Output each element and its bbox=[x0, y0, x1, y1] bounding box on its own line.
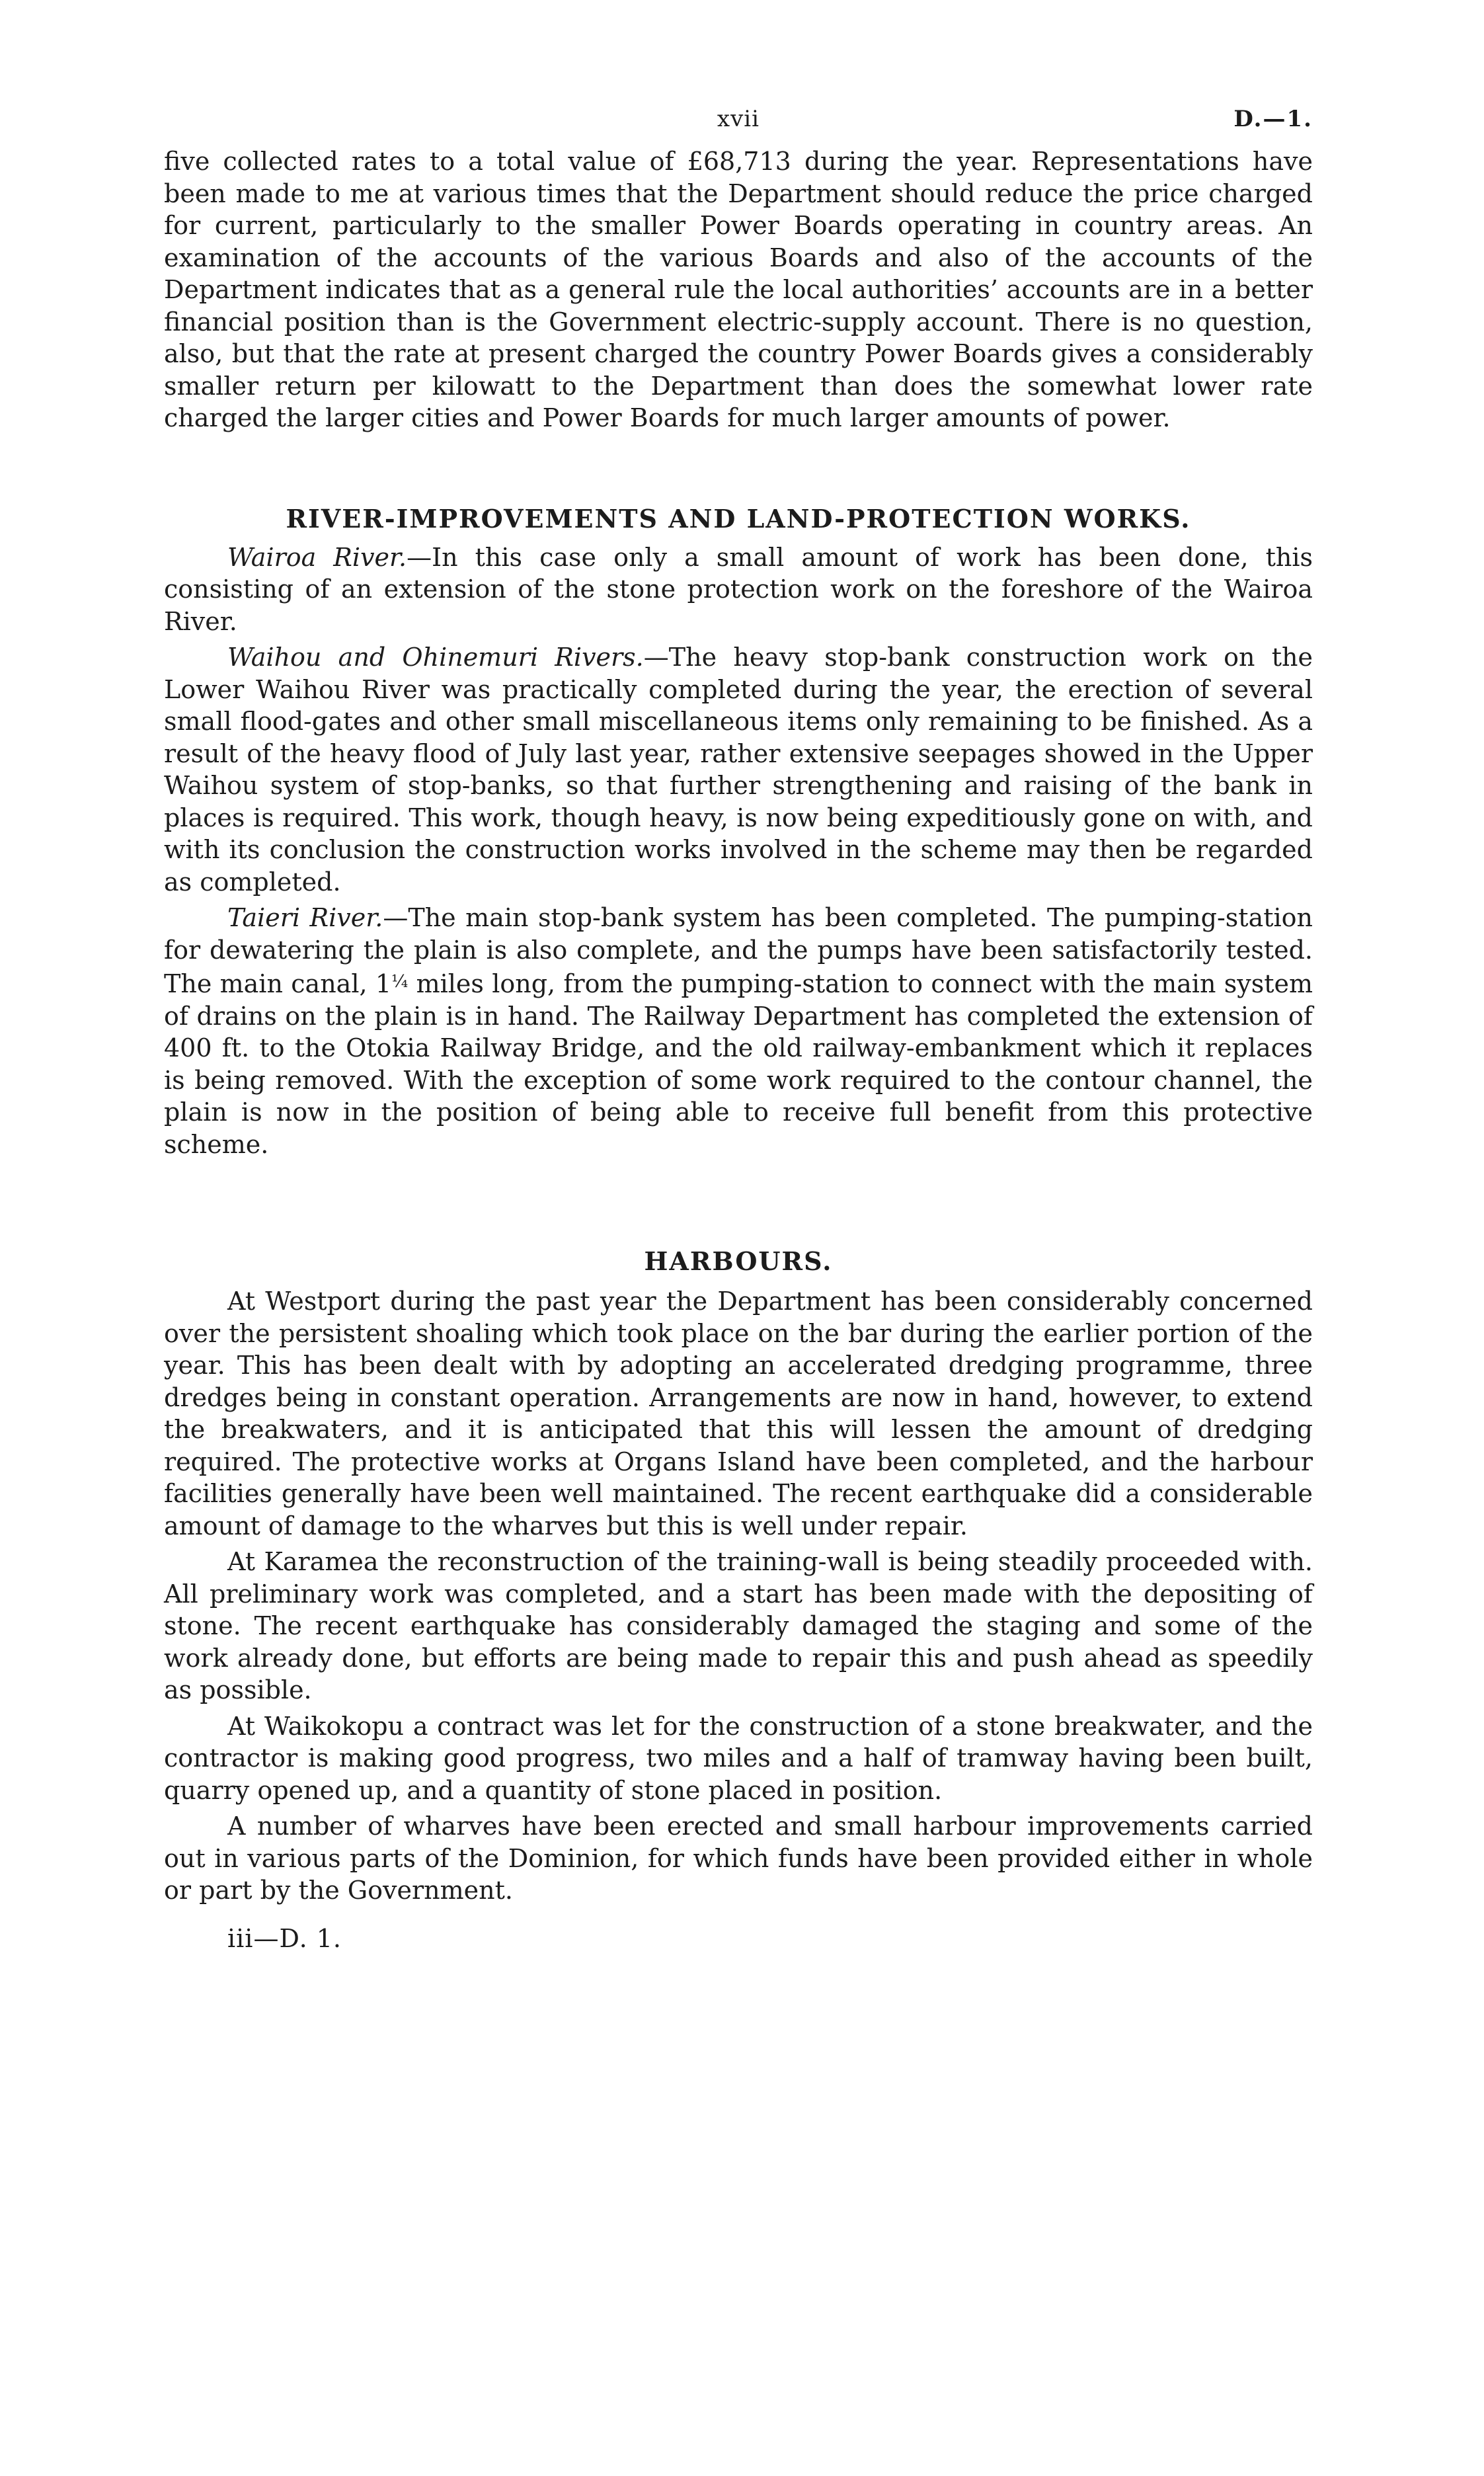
waihou-text: —The heavy stop-bank construction work on the Lower Waihou River was practically completed during the year, the erection of several small flood-gates and other small miscellaneous items only remaining to be finished. As a result of the heavy flood of July last year, rather extensive seepages showed in the Upper Waihou system of stop-banks, so that further strengthening and raising of the bank in places is required. This work, though heavy, is now being expeditiously gone on with, and with its conclusion the construction works involved in the scheme may then be regarded as completed. bbox=[164, 643, 1313, 897]
waihou-paragraph bbox=[164, 641, 1313, 898]
page-number: xvii bbox=[717, 106, 760, 132]
signature-mark: iii—D. 1. bbox=[227, 1923, 342, 1953]
waikokopu-paragraph: At Waikokopu a contract was let for the construction of a stone breakwater, and the contractor is making good progress, two miles and a half of tramway having been built, quarry opened up, and a quantity of stone placed in position. bbox=[164, 1711, 1313, 1805]
page-header bbox=[164, 99, 1313, 145]
waihou-title: Waihou and Ohinemuri Rivers. bbox=[227, 643, 644, 672]
karamea-paragraph: At Karamea the reconstruction of the training-wall is being steadily proceeded with. All preliminary work was completed, and a start has been made with the depositing of stone. The recent earthquake has considerably damaged the staging and some of the work already done, but efforts are being made to repair this and push ahead as speedily as possible. bbox=[164, 1547, 1313, 1704]
wairoa-text: —In this case only a small amount of work has been done, this consisting of an extension of the stone protection work on the foreshore of the Wairoa River. bbox=[164, 542, 1313, 636]
wairoa-paragraph bbox=[164, 541, 1313, 638]
taieri-title: Taieri River. bbox=[227, 903, 383, 932]
report-reference: D.—1. bbox=[1233, 106, 1313, 132]
westport-paragraph: At Westport during the past year the Department has been considerably concerned over the persistent shoaling which took place on the bar during the earlier portion of the year. This has been dealt with by adopting an accelerated dredging programme, three dredges being in constant operation. Arrangements are now in hand, however, to extend the breakwaters, and it is anticipated that this will lessen the amount of dredging required. The protective works at Organs Island have been completed, and the harbour facilities generally have been well maintained. The recent earthquake did a considerable amount of damage to the wharves but this is well under repair. bbox=[164, 1287, 1313, 1540]
taieri-text-before: —The main stop-bank system has been completed. The pumping-station for dewatering the plain is also complete, and the pumps have been satisfactorily tested. The main canal, 1 bbox=[164, 903, 1313, 998]
wharves-paragraph: A number of wharves have been erected and small harbour improvements carried out in various parts of the Dominion, for which funds have been provided either in whole or part by the Government. bbox=[164, 1812, 1313, 1905]
taieri-text-after: miles long, from the pumping-station to connect with the main system of drains on the plain is in hand. The Railway Department has completed the extension of 400 ft. to the Otokia Railway Bridge, and the old railway-embankment which it replaces is being removed. With the exception of some work required to the contour channel, the plain is now in the position of being able to receive full benefit from this protective scheme. bbox=[164, 969, 1313, 1159]
harbours-section-heading: HARBOURS. bbox=[644, 1246, 833, 1276]
wairoa-title: Wairoa River. bbox=[227, 542, 407, 572]
document-page bbox=[164, 99, 1313, 1953]
taieri-paragraph bbox=[164, 902, 1313, 1160]
intro-paragraph: five collected rates to a total value of £68,713 during the year. Representations have been made to me at various times that the Department should reduce the price charged for current, particularly to the smaller Power Boards operating in country areas. An examination of the accounts of the various Boards and also of the accounts of the Department indicates that as a general rule the local authorities’ accounts are in a better financial position than is the Government electric-supply account. There is no question, also, but that the rate at present charged the country Power Boards gives a considerably smaller return per kilowatt to the Department than does the somewhat lower rate charged the larger cities and Power Boards for much larger amounts of power. bbox=[164, 147, 1313, 432]
river-section-heading: RIVER-IMPROVEMENTS AND LAND-PROTECTION WORKS. bbox=[286, 503, 1191, 534]
taieri-fraction: ¼ bbox=[391, 972, 409, 992]
